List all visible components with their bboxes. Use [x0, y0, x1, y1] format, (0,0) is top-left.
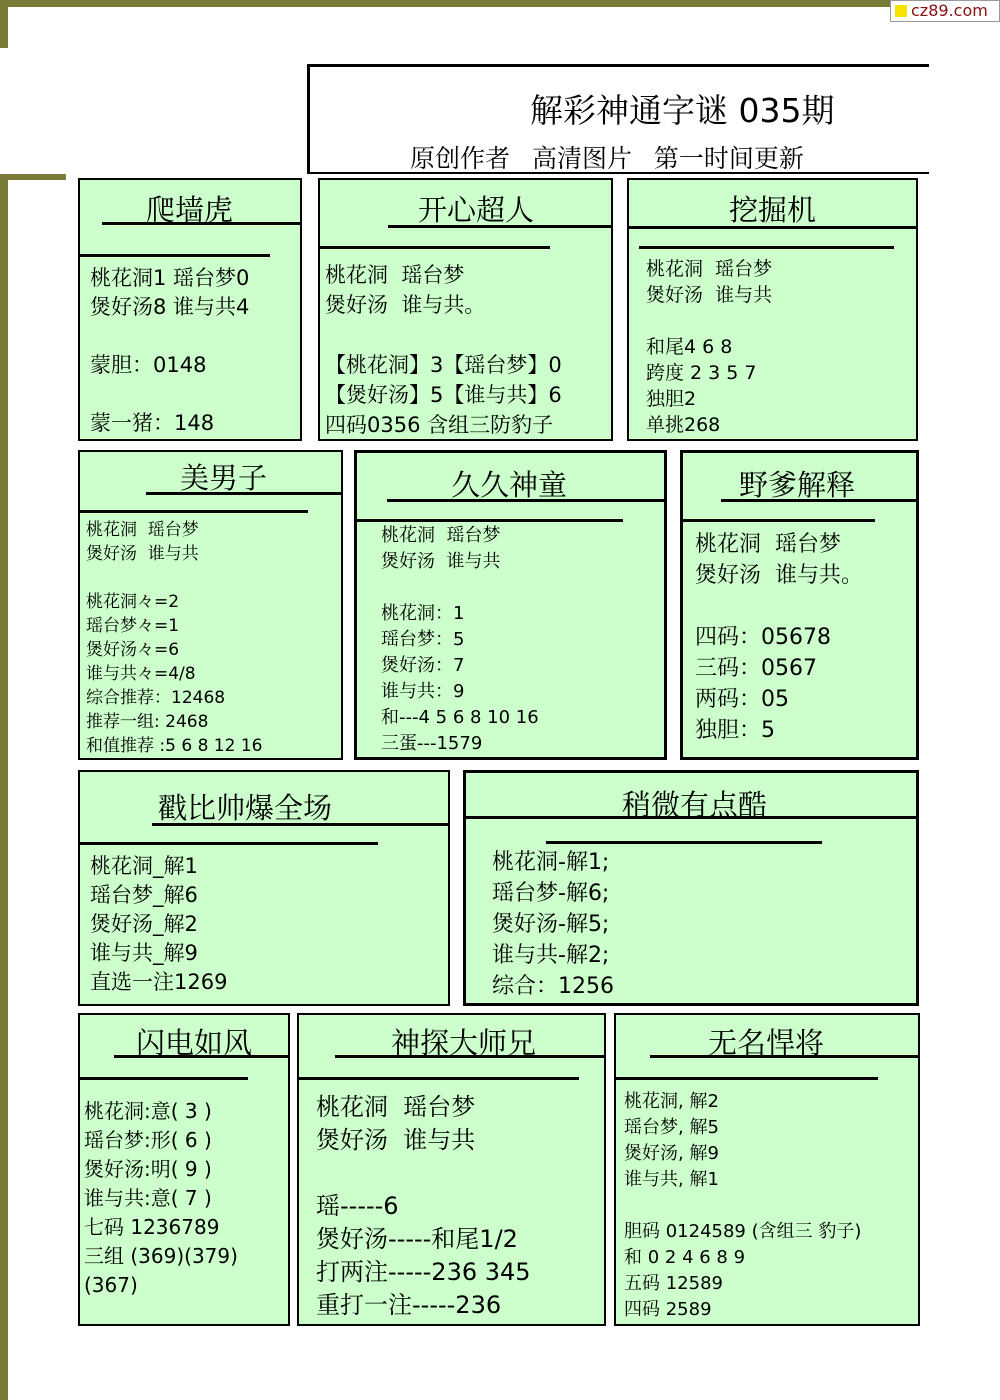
card-title: 闪电如风 — [136, 1026, 253, 1060]
card-jiujiushentong — [354, 450, 667, 760]
card-yediejieshi — [680, 450, 919, 760]
card-body: 桃花洞 瑶台梦 煲好汤 谁与共 桃花洞々=2 瑶台梦々=1 煲好汤々=6 谁与共々=4/8 综合推荐：12468 推荐一组: 2468 和值推荐 :5 6 8 12 16 — [86, 520, 263, 756]
top-border-bar — [0, 0, 1000, 7]
card-kaixinchaoren — [318, 178, 613, 441]
watermark-square-icon — [895, 5, 907, 17]
title-underline — [114, 1055, 290, 1058]
card-shandianrufeng — [78, 1013, 290, 1326]
page-title: 解彩神通字谜 035期 — [530, 91, 835, 130]
title-divider — [80, 842, 378, 845]
card-title: 野爹解释 — [739, 468, 856, 502]
card-title: 挖掘机 — [729, 193, 817, 227]
title-underline — [721, 499, 919, 502]
title-divider — [80, 254, 270, 257]
card-chuobishuai — [78, 770, 450, 1006]
card-body: 桃花洞:意( 3 ) 瑶台梦:形( 6 ) 煲好汤:明( 9 ) 谁与共:意( 7 ) 七码 1236789 三组 (369)(379) (367) — [84, 1099, 238, 1297]
card-body: 桃花洞_解1 瑶台梦_解6 煲好汤_解2 谁与共_解9 直选一注1269 — [90, 854, 228, 994]
title-underline — [387, 499, 667, 502]
page-subtitle: 原创作者 高清图片 第一时间更新 — [410, 144, 804, 173]
card-body: 桃花洞 瑶台梦 煲好汤 谁与共。 【桃花洞】3【瑶台梦】0 【煲好汤】5【谁与共】6 四码0356 含组三防豹子 — [325, 263, 562, 437]
title-underline — [466, 816, 919, 819]
card-title: 久久神童 — [451, 468, 568, 502]
card-title: 神探大师兄 — [391, 1026, 537, 1060]
card-body: 桃花洞1 瑶台梦0 煲好汤8 谁与共4 蒙胆：0148 蒙一猪：148 — [90, 266, 250, 435]
title-divider — [80, 1077, 248, 1080]
card-title: 美男子 — [180, 461, 268, 495]
page-header — [307, 64, 929, 174]
card-body: 桃花洞 瑶台梦 煲好汤 谁与共 和尾4 6 8 跨度 2 3 5 7 独胆2 单挑268 — [646, 258, 773, 436]
title-underline — [146, 492, 343, 495]
title-divider — [683, 519, 875, 522]
card-body: 桃花洞 瑶台梦 煲好汤 谁与共 桃花洞：1 瑶台梦：5 煲好汤：7 谁与共：9 和---4 5 6 8 10 16 三蛋---1579 — [381, 525, 539, 754]
title-divider — [357, 519, 623, 522]
title-divider — [546, 841, 822, 844]
card-meinanzi — [78, 450, 343, 760]
watermark — [890, 0, 1000, 22]
title-divider — [639, 246, 894, 249]
title-underline — [629, 226, 918, 229]
title-underline — [388, 225, 613, 228]
title-divider — [320, 246, 550, 249]
card-wajueji — [627, 178, 918, 441]
left-lower-bar — [0, 174, 8, 1400]
card-paqianghu — [78, 178, 302, 441]
card-shaoweiyoudianku — [463, 770, 919, 1006]
card-shentandashixiong — [297, 1013, 606, 1326]
card-body: 桃花洞-解1; 瑶台梦-解6; 煲好汤-解5; 谁与共-解2; 综合：1256 — [492, 850, 614, 999]
title-underline — [102, 222, 302, 225]
title-divider — [299, 1077, 579, 1080]
card-title: 爬墙虎 — [146, 193, 234, 227]
title-underline — [152, 823, 450, 826]
card-title: 无名悍将 — [708, 1026, 825, 1060]
card-wumingganjiang — [614, 1013, 920, 1326]
title-divider — [616, 1077, 878, 1080]
watermark-text: cz89.com — [911, 1, 988, 20]
card-title: 开心超人 — [418, 193, 535, 227]
card-body: 桃花洞, 解2 瑶台梦, 解5 煲好汤, 解9 谁与共, 解1 胆码 0124589 (含组三 豹子) 和 0 2 4 6 8 9 五码 12589 四码 2589 — [624, 1091, 862, 1320]
card-title: 稍微有点酷 — [622, 788, 768, 822]
left-upper-bar — [0, 0, 8, 48]
card-title: 戳比帅爆全场 — [158, 791, 333, 825]
title-divider — [80, 510, 308, 513]
left-ledge-bar — [0, 174, 66, 180]
card-body: 桃花洞 瑶台梦 煲好汤 谁与共 瑶-----6 煲好汤-----和尾1/2 打两注-----236 345 重打一注-----236 — [316, 1093, 531, 1319]
title-underline — [650, 1055, 920, 1058]
title-underline — [335, 1055, 606, 1058]
card-body: 桃花洞 瑶台梦 煲好汤 谁与共。 四码：05678 三码：0567 两码：05 独胆：5 — [695, 532, 863, 743]
